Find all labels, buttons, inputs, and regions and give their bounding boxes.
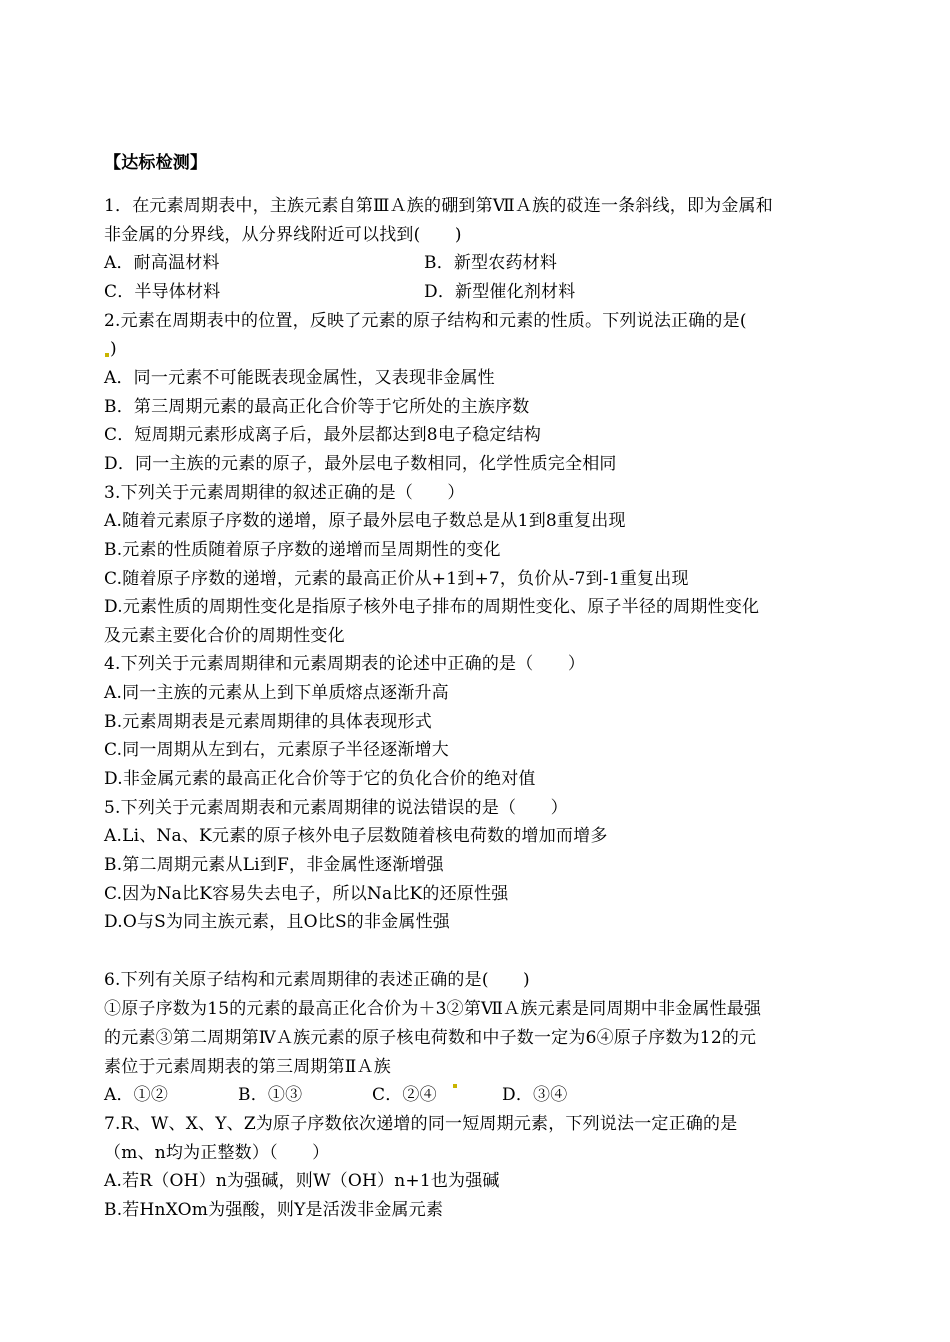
q2-option-d: D．同一主族的元素的原子，最外层电子数相同，化学性质完全相同 (104, 454, 617, 474)
q5-stem: 5.下列关于元素周期表和元素周期律的说法错误的是（ ） (104, 798, 568, 818)
q3-option-c: C.随着原子序数的递增，元素的最高正价从+1到+7，负价从-7到-1重复出现 (104, 569, 689, 589)
q6-stem: 6.下列有关原子结构和元素周期律的表述正确的是( ) (104, 970, 530, 990)
section-title: 【达标检测】 (104, 153, 208, 173)
q2-stem-line1: 2.元素在周期表中的位置，反映了元素的原子结构和元素的性质。下列说法正确的是( (104, 311, 747, 331)
q3-option-b: B.元素的性质随着原子序数的递增而呈周期性的变化 (104, 540, 501, 560)
q1-option-d: D．新型催化剂材料 (424, 282, 576, 302)
q1-option-c: C．半导体材料 (104, 282, 221, 302)
q2-stem-line2: ) (104, 338, 117, 360)
q1-option-b: B．新型农药材料 (424, 253, 558, 273)
q5-option-c: C.因为Na比K容易失去电子，所以Na比K的还原性强 (104, 884, 509, 904)
mark-dot (453, 1084, 457, 1088)
q4-option-a: A.同一主族的元素从上到下单质熔点逐渐升高 (104, 683, 449, 703)
q5-option-a: A.Li、Na、K元素的原子核外电子层数随着核电荷数的增加而增多 (104, 826, 608, 846)
q1-option-row2 (104, 281, 576, 303)
q5-option-b: B.第二周期元素从Li到F，非金属性逐渐增强 (104, 855, 444, 875)
q3-option-d-line1: D.元素性质的周期性变化是指原子核外电子排布的周期性变化、原子半径的周期性变化 (104, 597, 760, 617)
q5-option-d: D.O与S为同主族元素，且O比S的非金属性强 (104, 912, 450, 932)
q4-option-d: D.非金属元素的最高正化合价等于它的负化合价的绝对值 (104, 769, 536, 789)
mark-dot (105, 353, 109, 357)
q1-stem-line2: 非金属的分界线，从分界线附近可以找到( ) (104, 225, 462, 245)
q6-option-d: D．③④ (502, 1085, 568, 1105)
q6-option-a: A．①② (104, 1085, 169, 1105)
q6-statement-line1: ①原子序数为15的元素的最高正化合价为＋3②第ⅦＡ族元素是同周期中非金属性最强 (104, 999, 762, 1019)
q3-option-a: A.随着元素原子序数的递增，原子最外层电子数总是从1到8重复出现 (104, 511, 626, 531)
q7-stem-line1: 7.R、W、X、Y、Z为原子序数依次递增的同一短周期元素，下列说法一定正确的是 (104, 1114, 738, 1134)
q3-stem: 3.下列关于元素周期律的叙述正确的是（ ） (104, 483, 465, 503)
q4-stem: 4.下列关于元素周期律和元素周期表的论述中正确的是（ ） (104, 654, 586, 674)
q6-option-b: B．①③ (238, 1085, 303, 1105)
q1-stem-line1: 1．在元素周期表中，主族元素自第ⅢＡ族的硼到第ⅦＡ族的砹连一条斜线，即为金属和 (104, 196, 773, 216)
q7-stem-line2: （m、n均为正整数）（ ） (104, 1143, 330, 1163)
q6-statement-line3: 素位于元素周期表的第三周期第ⅡＡ族 (104, 1057, 391, 1077)
q4-option-c: C.同一周期从左到右，元素原子半径逐渐增大 (104, 740, 450, 760)
q4-option-b: B.元素周期表是元素周期律的具体表现形式 (104, 712, 432, 732)
q2-option-a: A．同一元素不可能既表现金属性，又表现非金属性 (104, 368, 495, 388)
q6-option-c: C．②④ (372, 1085, 437, 1105)
q1-option-row1 (104, 252, 558, 274)
q2-option-c: C．短周期元素形成离子后，最外层都达到8电子稳定结构 (104, 425, 542, 445)
q7-option-b: B.若HnXOm为强酸，则Y是活泼非金属元素 (104, 1200, 444, 1220)
q7-option-a: A.若R（OH）n为强碱，则W（OH）n+1也为强碱 (104, 1171, 500, 1191)
q3-option-d-line2: 及元素主要化合价的周期性变化 (104, 626, 345, 646)
q1-option-a: A．耐高温材料 (104, 253, 220, 273)
q6-statement-line2: 的元素③第二周期第ⅣＡ族元素的原子核电荷数和中子数一定为6④原子序数为12的元 (104, 1028, 757, 1048)
q2-option-b: B．第三周期元素的最高正化合价等于它所处的主族序数 (104, 397, 530, 417)
